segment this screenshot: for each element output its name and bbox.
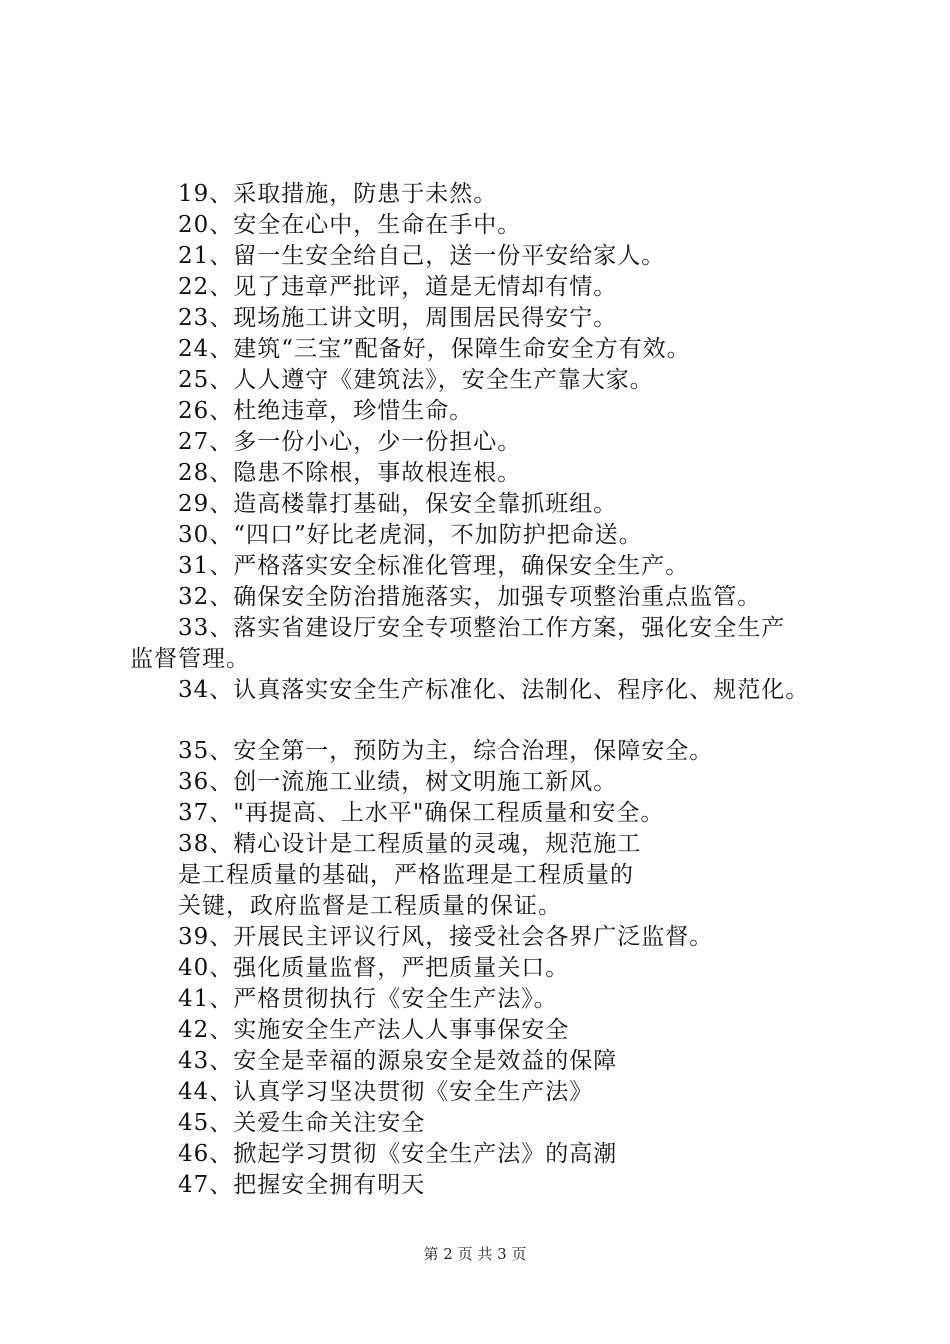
text-line: 27、多一份小心，少一份担心。 (178, 429, 522, 455)
text-line: 39、开展民主评议行风，接受社会各界广泛监督。 (178, 924, 714, 950)
text-line: 26、杜绝违章，珍惜生命。 (178, 398, 474, 424)
text-line: 24、建筑“三宝”配备好，保障生命安全方有效。 (178, 336, 691, 362)
text-line: 45、关爱生命关注安全 (178, 1110, 426, 1136)
text-line: 28、隐患不除根，事故根连根。 (178, 460, 522, 486)
text-line: 29、造高楼靠打基础，保安全靠抓班组。 (178, 491, 618, 517)
text-line: 44、认真学习坚决贯彻《安全生产法》 (178, 1079, 594, 1105)
text-line: 19、采取措施，防患于未然。 (178, 181, 498, 207)
text-line: 监督管理。 (130, 646, 250, 672)
text-line: 40、强化质量监督，严把质量关口。 (178, 955, 570, 981)
text-line: 22、见了违章严批评，道是无情却有情。 (178, 274, 618, 300)
text-line: 21、留一生安全给自己，送一份平安给家人。 (178, 243, 666, 269)
page-footer: 第 2 页 共 3 页 (423, 1245, 527, 1263)
text-line: 关键，政府监督是工程质量的保证。 (178, 893, 562, 919)
text-line: 41、严格贯彻执行《安全生产法》。 (178, 986, 558, 1012)
text-line: 25、人人遵守《建筑法》，安全生产靠大家。 (178, 367, 654, 393)
text-line: 43、安全是幸福的源泉安全是效益的保障 (178, 1048, 618, 1074)
text-line: 42、实施安全生产法人人事事保安全 (178, 1017, 570, 1043)
text-line: 33、落实省建设厅安全专项整治工作方案，强化安全生产 (178, 615, 786, 641)
text-line: 38、精心设计是工程质量的灵魂，规范施工 (178, 831, 642, 857)
text-line: 34、认真落实安全生产标准化、法制化、程序化、规范化。 (178, 677, 810, 703)
text-line: 35、安全第一，预防为主，综合治理，保障安全。 (178, 738, 714, 764)
text-line: 32、确保安全防治措施落实，加强专项整治重点监管。 (178, 584, 762, 610)
text-line: 31、严格落实安全标准化管理，确保安全生产。 (178, 553, 690, 579)
text-line: 20、安全在心中，生命在手中。 (178, 212, 522, 238)
text-line: 是工程质量的基础，严格监理是工程质量的 (178, 862, 634, 888)
text-line: 47、把握安全拥有明天 (178, 1172, 426, 1198)
text-line: 37、"再提高、上水平"确保工程质量和安全。 (178, 800, 665, 826)
text-line: 23、现场施工讲文明，周围居民得安宁。 (178, 305, 618, 331)
text-line: 36、创一流施工业绩，树文明施工新风。 (178, 769, 618, 795)
text-line: 46、掀起学习贯彻《安全生产法》的高潮 (178, 1141, 618, 1167)
text-line: 30、“四口”好比老虎洞，不加防护把命送。 (178, 522, 643, 548)
